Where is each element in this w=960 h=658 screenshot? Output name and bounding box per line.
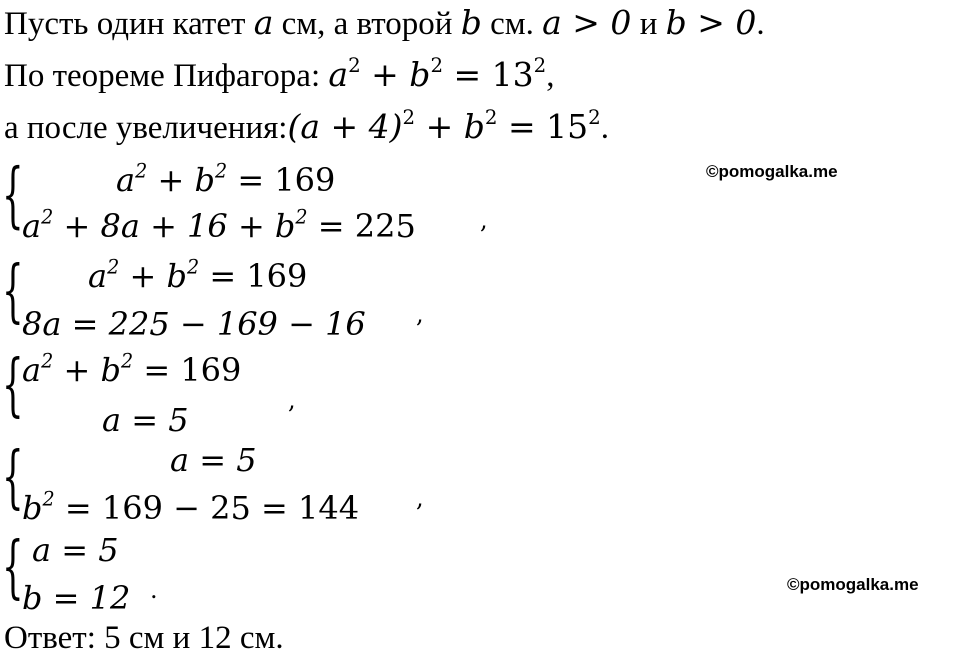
intro-text-2: см, а второй bbox=[273, 6, 461, 42]
system3-eq2: a = 5 bbox=[102, 401, 189, 439]
equation-system-5 bbox=[2, 528, 202, 620]
intro-line-2 bbox=[4, 54, 555, 94]
system3-eq1: $a^2 + b^2 = 169$ bbox=[22, 349, 242, 389]
system2-eq1: $a^2 + b^2 = 169$ bbox=[88, 255, 308, 295]
pythagoras-a: a bbox=[328, 55, 349, 94]
pythagoras-rhs: = 13 bbox=[443, 55, 534, 94]
line-end-period: . bbox=[600, 110, 609, 146]
increased-b-term: + b bbox=[415, 107, 485, 146]
watermark-bottom: ©pomogalka.me bbox=[787, 575, 919, 594]
intro-line-1 bbox=[4, 3, 765, 42]
system4-eq1: a = 5 bbox=[170, 441, 257, 479]
intro-text-5: . bbox=[756, 6, 765, 42]
system1-eq2: $a^2 + 8a + 16 + b^2 = 225$ bbox=[22, 205, 416, 245]
equation-system-1 bbox=[2, 150, 522, 250]
left-brace: { bbox=[2, 346, 24, 426]
exp-2: 2 bbox=[484, 106, 498, 130]
answer-line: Ответ: 5 см и 12 см. bbox=[4, 620, 284, 656]
comma-mark: , bbox=[416, 300, 424, 328]
exp-2: 2 bbox=[348, 54, 361, 78]
exp-2: 2 bbox=[588, 106, 601, 130]
var-b: b bbox=[460, 3, 482, 42]
intro-line-3 bbox=[4, 106, 609, 146]
condition-a: a > 0 bbox=[542, 3, 632, 42]
equation-system-4 bbox=[2, 436, 472, 528]
left-brace: { bbox=[2, 153, 24, 238]
left-brace: { bbox=[2, 438, 24, 518]
var-a: a bbox=[253, 3, 274, 42]
system1-eq1: $a^2 + b^2 = 169$ bbox=[116, 159, 336, 199]
pythagoras-b: + b bbox=[360, 55, 431, 94]
period-mark: . bbox=[150, 576, 158, 604]
exp-2: 2 bbox=[402, 106, 416, 130]
after-increase-label: а после увеличения: bbox=[4, 110, 288, 146]
system5-eq1: a = 5 bbox=[32, 531, 119, 569]
system2-eq2: 8a = 225 − 169 − 16 bbox=[22, 305, 366, 343]
left-brace: { bbox=[2, 528, 24, 608]
system4-eq2: $b^2 = 169 - 25 = 144$ bbox=[22, 487, 360, 527]
watermark-top: ©pomogalka.me bbox=[706, 162, 838, 181]
left-brace: { bbox=[2, 252, 24, 332]
increased-rhs: = 15 bbox=[497, 107, 589, 146]
comma-mark: , bbox=[288, 386, 296, 414]
exp-2: 2 bbox=[430, 54, 444, 78]
increased-a-term: (a + 4) bbox=[287, 107, 403, 146]
system5-eq2: b = 12 bbox=[22, 579, 131, 617]
intro-text-4: и bbox=[631, 6, 666, 42]
line-end-comma: , bbox=[546, 58, 555, 94]
comma-mark: , bbox=[480, 206, 488, 234]
equation-system-3 bbox=[2, 344, 332, 439]
equation-system-2 bbox=[2, 250, 462, 342]
intro-text-3: см. bbox=[481, 6, 543, 42]
pythagoras-label: По теореме Пифагора: bbox=[4, 58, 329, 94]
intro-text-1: Пусть один катет bbox=[4, 6, 254, 42]
condition-b: b > 0 bbox=[665, 3, 757, 42]
exp-2: 2 bbox=[533, 54, 547, 78]
comma-mark: , bbox=[416, 484, 424, 512]
